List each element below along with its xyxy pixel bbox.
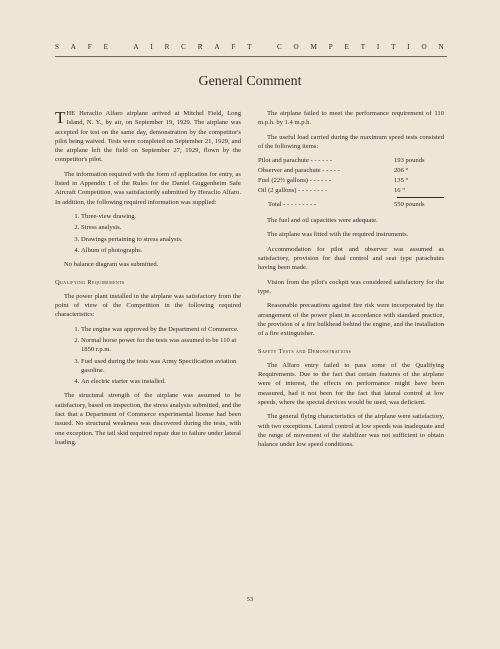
paragraph: The Alfaro entry failed to pass some of the Qualifying Requirements. Due to the fact that certain features of the airplane were of interest, the effects on performance might have been measured, had it not been for the fact that lateral control at low speeds, where the special devices would be used, was deficient. <box>258 361 444 406</box>
list-item: 4. An electric starter was installed. <box>81 377 241 386</box>
intro-paragraph <box>55 109 241 165</box>
load-value: 193 pounds <box>394 157 425 165</box>
drop-cap: T <box>55 108 66 127</box>
paragraph: The useful load carried during the maximum speed tests consisted of the following items: <box>258 133 444 150</box>
running-head-letter: C <box>276 43 283 51</box>
paragraph: Accommodation for pilot and observer was assumed as satisfactory, provision for dual control and seat type parachutes having been made. <box>258 245 444 272</box>
running-head-letter: F <box>231 43 237 51</box>
running-head-letter: O <box>421 43 428 51</box>
running-head-letter <box>263 43 266 51</box>
paragraph: The power plant installed in the airplane was satisfactory from the point of view of the Competition in the following required characteristics: <box>55 292 241 319</box>
load-label: Fuel (22½ gallons) - - - - - - <box>258 177 332 185</box>
paragraph: Reasonable precautions against fire risk were incorporated by the arrangement of the power plant in accordance with standard practice, the provision of a fire bulkhead behind the engine, and the installation of a fire extinguisher. <box>258 302 444 338</box>
list-item: 3. Drawings pertaining to stress analysis. <box>81 235 241 244</box>
list-item: 3. Fuel used during the tests was Army Specification aviation gasoline. <box>81 357 241 376</box>
running-head-letter: C <box>181 43 187 51</box>
running-head-letter: F <box>87 43 93 51</box>
useful-load-table <box>258 156 444 210</box>
load-label: Observer and parachute - - - - - <box>258 167 340 175</box>
list-item: 2. Stress analysis. <box>81 223 241 232</box>
paragraph: The information required with the form of application for entry, as listed in Appendix I of the Rules for the Daniel Guggenheim Safe Aircraft Competition, was satisfactorily submitted by Heraclio Alfaro. In addition, the following required information was supplied: <box>55 170 241 206</box>
running-head-letter: A <box>70 43 77 51</box>
running-head-letter: A <box>133 43 140 51</box>
running-head-letter: T <box>360 43 367 51</box>
load-value: 135 “ <box>394 177 409 185</box>
total-row <box>258 200 444 210</box>
paragraph: The airplane failed to meet the performance requirement of 110 m.p.h. by 1.4 m.p.h. <box>258 110 444 127</box>
running-head-letter: M <box>310 43 318 51</box>
running-head <box>55 43 445 51</box>
running-head-letter: R <box>164 43 171 51</box>
load-row <box>258 156 444 166</box>
information-list <box>55 212 241 255</box>
section-heading-qualifying: Qualifying Requirements <box>55 279 125 287</box>
header-rule <box>55 56 447 57</box>
paragraph: No balance diagram was submitted. <box>64 261 159 269</box>
list-item: 1. The engine was approved by the Department of Commerce. <box>81 325 241 334</box>
total-label: Total - - - - - - - - - <box>268 201 317 209</box>
page-number: 53 <box>246 596 254 603</box>
running-head-letter: I <box>150 43 154 51</box>
list-item: 2. Normal horse power for the tests was assumed to be 110 at 1850 r.p.m. <box>81 336 241 355</box>
load-row <box>258 166 444 176</box>
load-row <box>258 186 444 196</box>
list-item: 1. Three-view drawing. <box>81 212 241 221</box>
power-plant-list <box>55 325 241 387</box>
running-head-letter: I <box>376 43 381 51</box>
running-head-letter: E <box>344 43 350 51</box>
running-head-letter: I <box>407 43 411 51</box>
load-value: 16 “ <box>394 187 406 195</box>
paragraph: The general flying characteristics of the airplane were satisfactory, with two exceptions. Lateral control at low speeds was inadequate and the range of movement of the stabilizer was not sufficient to obtain balance under low speed conditions. <box>258 413 444 449</box>
right-column <box>258 109 444 454</box>
paragraph: The structural strength of the airplane was assumed to be satisfactory, based on inspection, the stress analysis submitted, and the fact that a Department of Commerce experimental license had been issued. No structural weakness was discovered during the tests, with one exception. The tail skid required repair due to failure under lateral loading. <box>55 392 241 446</box>
load-label: Pilot and parachute - - - - - - <box>258 157 332 165</box>
running-head-letter: P <box>328 43 334 51</box>
running-head-letter: S <box>55 43 60 51</box>
running-head-letter: E <box>103 43 109 51</box>
running-head-letter: N <box>438 43 445 51</box>
page-title: General Comment <box>198 74 302 89</box>
intro-text: HE Heraclio Alfaro airplane arrived at Mitchel Field, Long Island, N. Y., by air, on September 19, 1929. The airplane was accepted for test on the same day, demonstration by the competitor's pilot being waived. Tests were completed on September 21, 1929, and the airplane left the field on September 27, 1929, flown by the competitor's pilot. <box>55 110 241 164</box>
load-label: Oil (2 gallons) - - - - - - - - <box>258 187 328 195</box>
load-row <box>258 176 444 186</box>
running-head-letter: R <box>197 43 204 51</box>
paragraph: Vision from the pilot's cockpit was considered satisfactory for the type. <box>258 278 444 295</box>
running-head-letter: T <box>247 43 253 51</box>
total-rule <box>397 197 444 198</box>
running-head-letter <box>120 43 123 51</box>
section-heading-safety: Safety Tests and Demonstrations <box>258 348 352 356</box>
running-head-letter: T <box>391 43 397 51</box>
load-value: 206 “ <box>394 167 409 175</box>
paragraph: The airplane was fitted with the required instruments. <box>267 231 409 239</box>
paragraph: The fuel and oil capacities were adequate. <box>267 217 378 225</box>
total-value: 550 pounds <box>394 201 425 209</box>
left-column <box>55 109 241 452</box>
running-head-letter: A <box>214 43 221 51</box>
running-head-letter: O <box>293 43 300 51</box>
list-item: 4. Album of photographs. <box>81 246 241 255</box>
